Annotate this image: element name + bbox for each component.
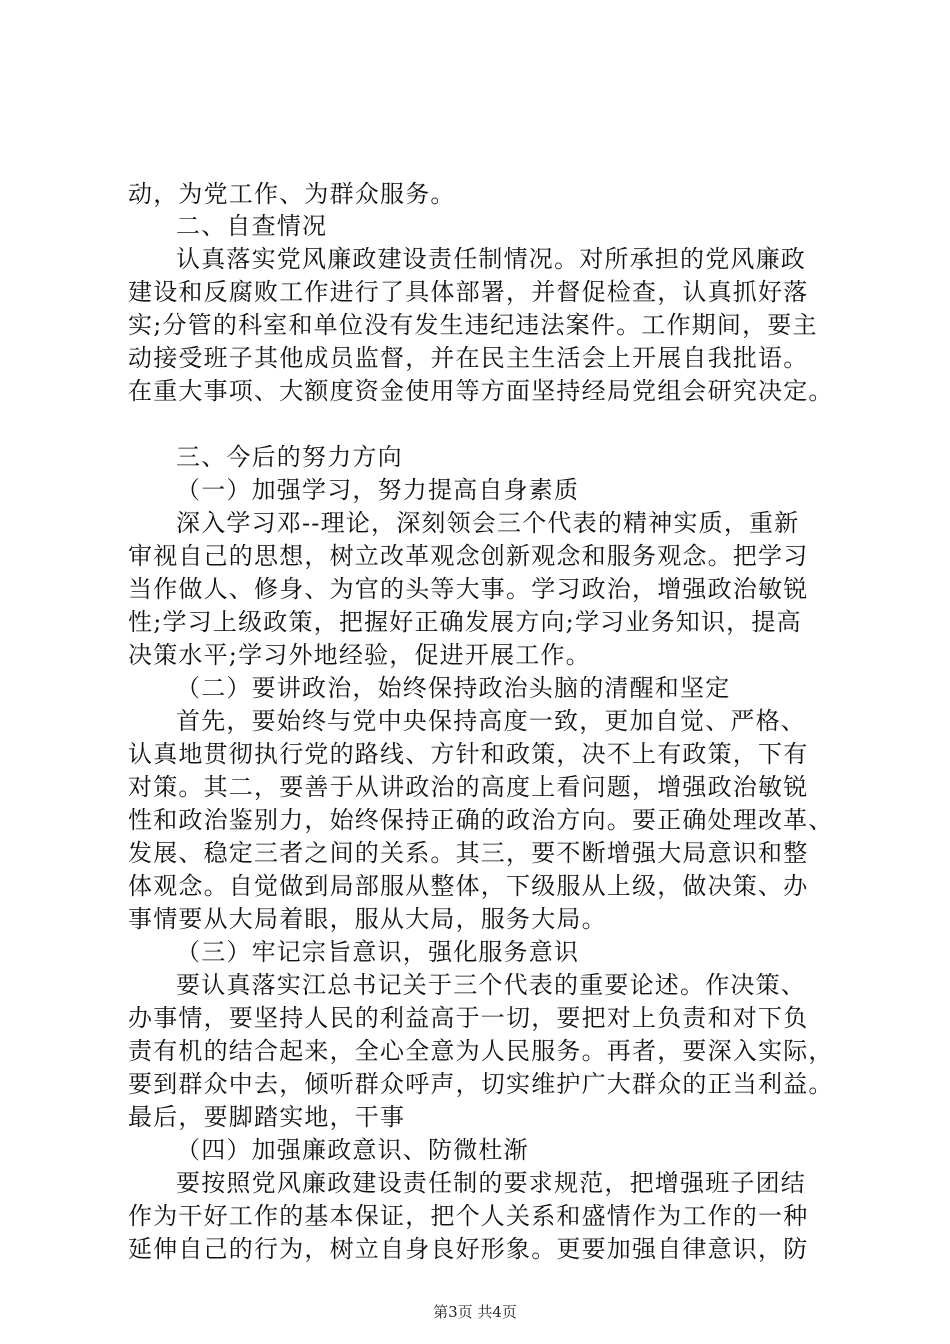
text-line: 审视自己的思想，树立改革观念创新观念和服务观念。把学习 bbox=[128, 542, 809, 570]
text-line: 性;学习上级政策，把握好正确发展方向;学习业务知识，提高 bbox=[128, 608, 802, 636]
text-line: 动，为党工作、为群众服务。 bbox=[128, 180, 456, 208]
text-line: 事情要从大局着眼，服从大局，服务大局。 bbox=[128, 905, 607, 933]
text-line: 作为干好工作的基本保证，把个人关系和盛情作为工作的一种 bbox=[128, 1202, 809, 1230]
text-line: 在重大事项、大额度资金使用等方面坚持经局党组会研究决定。 bbox=[128, 377, 834, 405]
text-line: 责有机的结合起来，全心全意为人民服务。再者，要深入实际， bbox=[128, 1037, 834, 1065]
text-line: 实;分管的科室和单位没有发生违纪违法案件。工作期间，要主 bbox=[128, 311, 818, 339]
text-line: 发展、稳定三者之间的关系。其三，要不断增强大局意识和整 bbox=[128, 839, 809, 867]
text-line: 要按照党风廉政建设责任制的要求规范，把增强班子团结 bbox=[176, 1169, 806, 1197]
text-line: 深入学习邓--理论，深刻领会三个代表的精神实质，重新 bbox=[176, 509, 800, 537]
text-line: 办事情，要坚持人民的利益高于一切，要把对上负责和对下负 bbox=[128, 1004, 809, 1032]
text-line: 要认真落实江总书记关于三个代表的重要论述。作决策、 bbox=[176, 971, 806, 999]
subsection-heading: （四）加强廉政意识、防微杜渐 bbox=[176, 1136, 529, 1164]
text-line: 首先，要始终与党中央保持高度一致，更加自觉、严格、 bbox=[176, 707, 806, 735]
text-line: 体观念。自觉做到局部服从整体，下级服从上级，做决策、办 bbox=[128, 872, 809, 900]
text-line: 认真落实党风廉政建设责任制情况。对所承担的党风廉政 bbox=[176, 245, 806, 273]
text-line: 认真地贯彻执行党的路线、方针和政策，决不上有政策，下有 bbox=[128, 740, 809, 768]
subsection-heading: （一）加强学习，努力提高自身素质 bbox=[176, 476, 580, 504]
text-line: 延伸自己的行为，树立自身良好形象。更要加强自律意识，防 bbox=[128, 1235, 809, 1263]
text-line: 建设和反腐败工作进行了具体部署，并督促检查，认真抓好落 bbox=[128, 278, 809, 306]
text-line: 最后，要脚踏实地，干事 bbox=[128, 1103, 406, 1131]
section-heading: 二、自查情况 bbox=[176, 212, 328, 240]
text-line: 要到群众中去，倾听群众呼声，切实维护广大群众的正当利益。 bbox=[128, 1070, 834, 1098]
text-line: 性和政治鉴别力，始终保持正确的政治方向。要正确处理改革、 bbox=[128, 806, 834, 834]
text-line: 当作做人、修身、为官的头等大事。学习政治，增强政治敏锐 bbox=[128, 575, 809, 603]
subsection-heading: （二）要讲政治，始终保持政治头脑的清醒和坚定 bbox=[176, 674, 731, 702]
text-line: 决策水平;学习外地经验，促进开展工作。 bbox=[128, 641, 591, 669]
subsection-heading: （三）牢记宗旨意识，强化服务意识 bbox=[176, 938, 580, 966]
text-line: 对策。其二，要善于从讲政治的高度上看问题，增强政治敏锐 bbox=[128, 773, 809, 801]
section-heading: 三、今后的努力方向 bbox=[176, 443, 403, 471]
text-line: 动接受班子其他成员监督，并在民主生活会上开展自我批语。 bbox=[128, 344, 809, 372]
page-footer: 第3页 共4页 bbox=[433, 1303, 517, 1321]
